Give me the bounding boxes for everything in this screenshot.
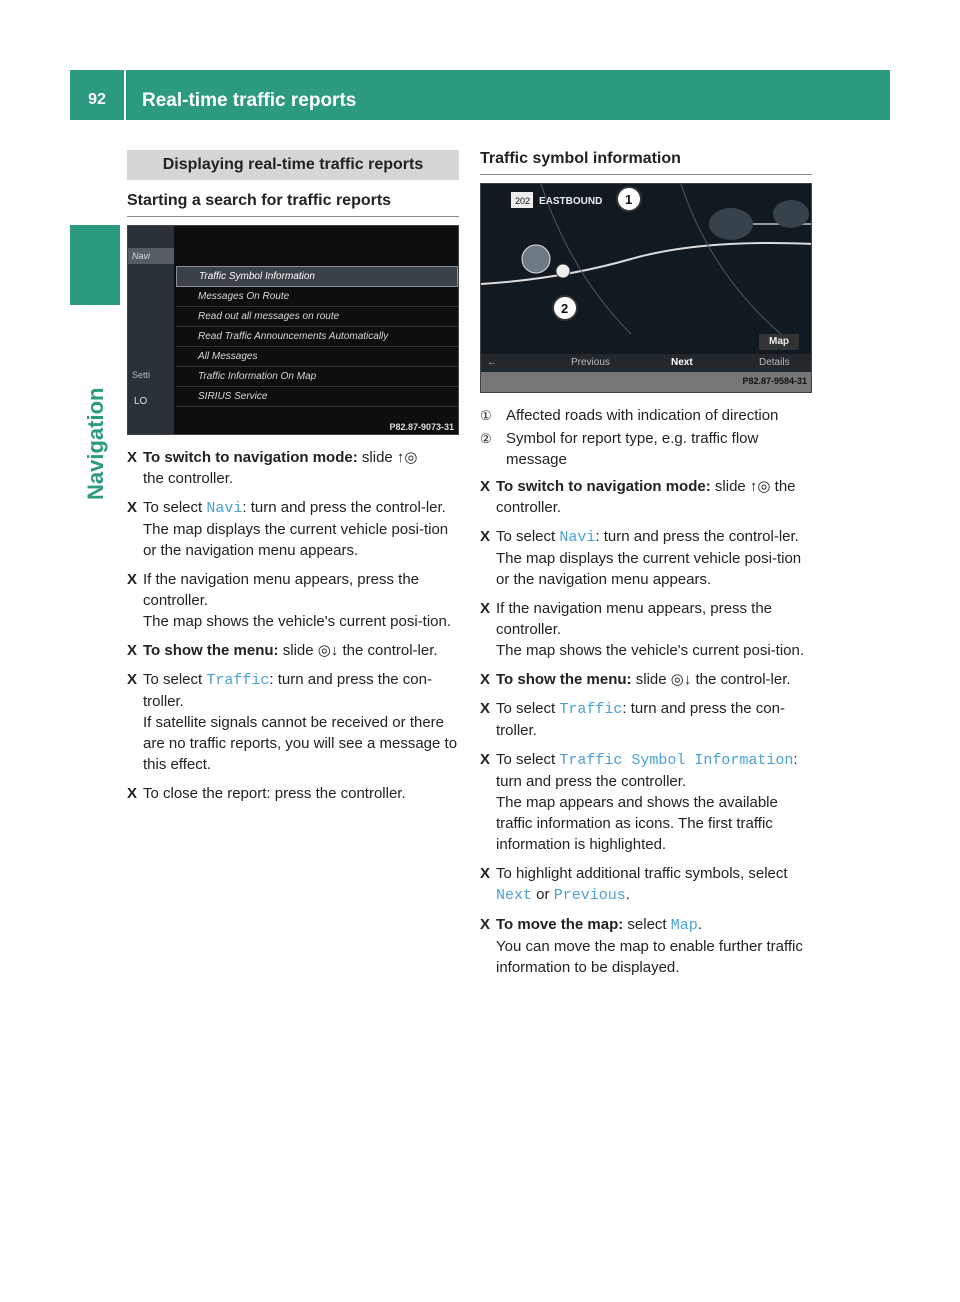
page-title: Real-time traffic reports xyxy=(142,90,357,111)
header-divider xyxy=(124,70,126,120)
step-text: To select xyxy=(496,528,560,545)
step-extra: You can move the map to enable further traffic information to be displayed. xyxy=(496,938,803,976)
step-text: . xyxy=(625,886,630,903)
step-extra: The map displays the current vehicle posi-tion or the navigation menu appears. xyxy=(496,550,802,588)
legend-text: Symbol for report type, e.g. traffic flow message xyxy=(506,430,759,468)
step-text: slide xyxy=(357,449,397,466)
callout-number: ② xyxy=(480,431,492,446)
step-extra: The map displays the current vehicle posi-tion or the navigation menu appears. xyxy=(143,521,449,559)
step-item xyxy=(127,783,459,804)
step-text: slide ◎↓ the control-ler. xyxy=(631,671,791,688)
back-icon: ← xyxy=(487,357,497,368)
step-text: : turn and press the controller. xyxy=(496,751,798,790)
step-item xyxy=(127,640,459,661)
step-marker: X xyxy=(127,671,138,688)
step-item xyxy=(127,497,459,561)
step-marker: X xyxy=(480,700,491,717)
step-extra: If satellite signals cannot be received or there are no traffic reports, you will see a message to this effect. xyxy=(143,714,458,773)
menu-item: Messages On Route xyxy=(176,287,458,307)
step-marker: X xyxy=(480,865,491,882)
step-marker: X xyxy=(480,916,491,933)
step-item xyxy=(127,569,459,632)
step-item xyxy=(480,698,812,741)
step-text: To close the report: press the controller. xyxy=(143,785,406,802)
step-marker: X xyxy=(127,785,138,802)
page-header xyxy=(70,70,890,120)
step-text: slide ↑◎ the controller. xyxy=(496,478,796,516)
step-text: : turn and press the con-troller. xyxy=(143,671,432,710)
step-marker: X xyxy=(480,478,491,495)
right-steps xyxy=(480,476,812,978)
step-text: To select xyxy=(496,751,560,768)
step-marker: X xyxy=(480,671,491,688)
step-text: select xyxy=(623,916,671,933)
step-text: or xyxy=(532,886,554,903)
legend-text: Affected roads with indication of direction xyxy=(506,407,779,424)
step-marker: X xyxy=(480,528,491,545)
step-text: : turn and press the control-ler. xyxy=(595,528,799,545)
chapter-label: Navigation xyxy=(83,387,108,500)
step-marker: X xyxy=(127,571,138,588)
menu-item: Read Traffic Announcements Automatically xyxy=(176,327,458,347)
section-title: Displaying real-time traffic reports xyxy=(127,150,459,180)
step-marker: X xyxy=(127,642,138,659)
right-column xyxy=(480,150,812,986)
step-marker: X xyxy=(127,499,138,516)
side-navi-label: Navi xyxy=(128,248,174,264)
menu-item: All Messages xyxy=(176,347,458,367)
step-marker: X xyxy=(127,449,138,466)
map-screenshot xyxy=(480,183,812,393)
step-extra: The map appears and shows the available traffic information as icons. The first traffic information is highlighted. xyxy=(496,794,778,853)
sub-heading: Starting a search for traffic reports xyxy=(127,180,459,217)
side-setti-label: Setti xyxy=(132,370,151,380)
step-extra: The map shows the vehicle's current posi-tion. xyxy=(143,613,452,630)
step-marker: X xyxy=(480,600,491,617)
step-text: If the navigation menu appears, press the controller. xyxy=(496,600,773,638)
controller-symbol: ↑◎ xyxy=(396,449,418,466)
step-text: the controller. xyxy=(143,470,234,487)
step-bold: To show the menu: xyxy=(143,642,279,659)
step-extra: The map shows the vehicle's current posi-tion. xyxy=(496,642,805,659)
route-label: EASTBOUND xyxy=(539,196,603,207)
step-item xyxy=(480,598,812,661)
step-item xyxy=(480,476,812,518)
menu-item: SIRIUS Service xyxy=(176,387,458,407)
step-bold: To switch to navigation mode: xyxy=(143,449,358,466)
legend-item xyxy=(480,428,812,470)
step-text: : turn and press the con-troller. xyxy=(496,700,785,739)
step-item xyxy=(480,863,812,906)
side-lo-label: LO xyxy=(134,396,148,407)
page-number: 92 xyxy=(88,91,106,108)
map-toolbar xyxy=(481,354,811,372)
step-text: . xyxy=(697,916,702,933)
image-code: P82.87-9073-31 xyxy=(389,422,454,432)
details-label: Details xyxy=(759,357,790,368)
left-steps xyxy=(127,447,459,804)
chapter-tab xyxy=(70,225,120,305)
step-text: : turn and press the control-ler. xyxy=(242,499,446,516)
menu-item: Traffic Symbol Information xyxy=(176,266,458,287)
menu-item: Read out all messages on route xyxy=(176,307,458,327)
map-button: Map xyxy=(759,334,799,350)
step-text: If the navigation menu appears, press the controller. xyxy=(143,571,420,609)
screen-side-panel xyxy=(128,226,174,434)
key-label: Map xyxy=(670,917,698,934)
step-marker: X xyxy=(480,751,491,768)
callout-legend xyxy=(480,405,812,470)
step-item xyxy=(480,669,812,690)
image-code: P82.87-9584-31 xyxy=(742,376,807,386)
step-item xyxy=(127,447,459,489)
step-bold: To move the map: xyxy=(496,916,624,933)
previous-label: Previous xyxy=(571,357,610,368)
menu-item: Traffic Information On Map xyxy=(176,367,458,387)
svg-text:2: 2 xyxy=(561,301,569,316)
next-label: Next xyxy=(671,357,693,368)
map-footer xyxy=(481,372,811,392)
left-column xyxy=(127,150,459,812)
key-label: Traffic xyxy=(206,672,270,689)
route-number: 202 xyxy=(515,196,531,206)
right-heading: Traffic symbol information xyxy=(480,150,812,175)
legend-item xyxy=(480,405,812,426)
step-item xyxy=(480,914,812,978)
key-label: Traffic xyxy=(559,701,623,718)
step-item xyxy=(480,526,812,590)
key-label: Navi xyxy=(559,529,596,546)
step-text: To highlight additional traffic symbols, select xyxy=(496,865,788,882)
step-text: To select xyxy=(143,499,207,516)
step-text: To select xyxy=(143,671,207,688)
menu-screenshot xyxy=(127,225,459,435)
step-item xyxy=(480,749,812,855)
key-label: Next xyxy=(496,887,533,904)
key-label: Navi xyxy=(206,500,243,517)
traffic-menu-list xyxy=(176,266,458,407)
step-text: slide ◎↓ the control-ler. xyxy=(278,642,438,659)
step-text: To select xyxy=(496,700,560,717)
step-item xyxy=(127,669,459,775)
step-bold: To show the menu: xyxy=(496,671,632,688)
step-bold: To switch to navigation mode: xyxy=(496,478,711,495)
key-label: Traffic Symbol Information xyxy=(559,752,794,769)
callout-number: ① xyxy=(480,408,492,423)
svg-text:1: 1 xyxy=(625,192,633,207)
key-label: Previous xyxy=(553,887,626,904)
